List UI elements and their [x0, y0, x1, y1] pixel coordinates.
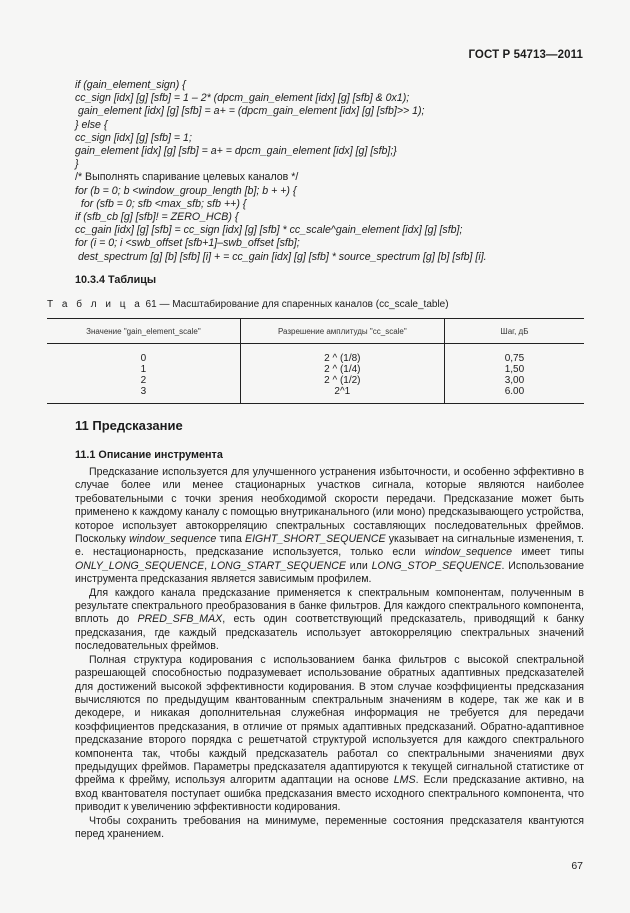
paragraph	[75, 654, 584, 815]
table-cell: 3	[47, 386, 240, 404]
table-row	[47, 344, 584, 365]
text-run: типа	[216, 533, 246, 546]
table-header: Разрешение амплитуды "cc_scale"	[240, 319, 444, 344]
table-cell: 1,50	[444, 364, 584, 375]
term-only-long-sequence: ONLY_LONG_SEQUENCE	[75, 559, 205, 572]
text-run: указывает на сигнальные изменения, т. е. нестационарность, предсказание используется, только если	[75, 533, 584, 559]
standard-header: ГОСТ Р 54713—2011	[468, 49, 583, 61]
table-cell: 2^1	[240, 386, 444, 404]
table-cell: 2 ^ (1/4)	[240, 364, 444, 375]
code-line: }	[75, 158, 79, 171]
table-cell: 2 ^ (1/8)	[240, 344, 444, 365]
table-cell: 1	[140, 364, 147, 375]
code-line: for (b = 0; b <window_group_length [b]; b + +) {	[75, 184, 297, 197]
term-long-stop-sequence: LONG_STOP_SEQUENCE	[371, 559, 502, 572]
table-row	[47, 364, 584, 375]
text-run: Предсказание используется для улучшенного устранения избыточности, и особенно эффективно в случае более или менее стационарных участков сигнала, которые являются наиболее требовательными с точки зрения необходимой скорости передачи. Предсказание может быть применено к каждому каналу с помощью внутриканального (или моно) предсказывающего устройства, которое использует автокорреляцию спектральных составляющих последовательных фреймов. Поскольку	[75, 466, 584, 546]
code-line: cc_sign [idx] [g] [sfb] = 1;	[75, 131, 192, 144]
text-run: Для каждого канала предсказание применяется к спектральным компонентам, полученным в результате спектрального преобразования в банке фильтров. Для каждого спектрального компонента, вплоть до	[75, 586, 584, 626]
table-cell: 0,75	[444, 344, 584, 365]
term-long-start-sequence: LONG_START_SEQUENCE	[210, 559, 346, 572]
subsection-heading: 11.1 Описание инструмента	[75, 449, 223, 461]
text-run: ,	[204, 559, 211, 572]
term-lms: LMS	[393, 774, 416, 787]
code-line: gain_element [idx] [g] [sfb] = a+ = (dpcm_gain_element [idx] [g] [sfb]>> 1);	[75, 105, 425, 118]
code-line: } else {	[75, 118, 108, 131]
text-run: или	[345, 559, 372, 572]
table-header: Шаг, дБ	[444, 319, 584, 344]
text-run: . Использование инструмента предсказания является зависимым профилем.	[75, 559, 584, 586]
table-header-row	[47, 319, 584, 344]
paragraph	[75, 587, 584, 654]
text-run: Полная структура кодирования с использованием банка фильтров с высокой спектральной разрешающей способностью подразумевает использование обратных адаптивных предсказателей для достижений высокой эффективности кодирования. В этом случае коэффициенты предсказания вычисляются по предыдущим квантованным спектральным значениям в кодере, так же как и в декодере, и никакая дополнительная служебная информация не требуется для передачи коэффициентов предсказания, в отличие от прямых адаптивных предсказаний. Обратно-адаптивное предсказание второго порядка с решетчатой структурой используется для каждого спектрального компонента так, чтобы каждый предсказатель работал со спектральными значениями двух предыдущих фреймов. Параметры предсказателя адаптируются к текущей сигнальной статистике от фрейма к фрейму, используя алгоритм адаптации на основе	[75, 653, 584, 787]
body-text	[75, 466, 584, 841]
table-header: Значение "gain_element_scale"	[47, 319, 240, 344]
table-caption-prefix: Т а б л и ц а	[47, 299, 143, 310]
code-line: /* Выполнять спаривание целевых каналов */	[75, 171, 299, 184]
table-caption	[47, 299, 449, 310]
code-line: gain_element [idx] [g] [sfb] = a+ = dpcm_gain_element [idx] [g] [sfb];}	[75, 145, 397, 158]
code-line: if (gain_element_sign) {	[75, 79, 186, 91]
term-window-sequence: window_sequence	[424, 546, 512, 559]
table-caption-text: 61 — Масштабирование для спаренных каналов (cc_scale_table)	[142, 299, 449, 310]
table-cell: 3,00	[444, 375, 584, 386]
paragraph: Чтобы сохранить требования на минимуме, переменные состояния предсказателя квантуются перед хранением.	[75, 814, 584, 840]
paragraph	[75, 466, 584, 587]
page-number: 67	[571, 860, 583, 872]
code-line: cc_gain [idx] [g] [sfb] = cc_sign [idx] [g] [sfb] * cc_scale^gain_element [idx] [g] [sfb];	[75, 224, 463, 237]
table-cell: 2 ^ (1/2)	[240, 375, 444, 386]
term-pred-sfb-max: PRED_SFB_MAX	[137, 613, 223, 626]
code-line: for (sfb = 0; sfb <max_sfb; sfb ++) {	[75, 197, 247, 210]
section-heading: 11 Предсказание	[75, 418, 183, 433]
text-run: имеет типы	[512, 546, 584, 559]
table-cell: 6.00	[444, 386, 584, 404]
text-run: , есть один соответствующий предсказатель, приводящий к банку предсказания, где каждый предсказатель использует автокорреляцию спектральных значений последовательных фреймов.	[75, 613, 584, 653]
scale-table	[47, 318, 584, 404]
table-cell: 2	[140, 375, 147, 386]
code-line: if (sfb_cb [g] [sfb]! = ZERO_HCB) {	[75, 211, 239, 224]
term-window-sequence: window_sequence	[129, 533, 217, 546]
code-line: cc_sign [idx] [g] [sfb] = 1 – 2* (dpcm_gain_element [idx] [g] [sfb] & 0x1);	[75, 92, 410, 105]
code-line: dest_spectrum [g] [b] [sfb] [i] + = cc_gain [idx] [g] [sfb] * source_spectrum [g] [b] [sfb] [i].	[75, 250, 487, 263]
code-line: for (i = 0; i <swb_offset [sfb+1]–swb_offset [sfb];	[75, 237, 300, 250]
table-row	[47, 375, 584, 386]
term-eight-short-sequence: EIGHT_SHORT_SEQUENCE	[245, 533, 386, 546]
table-cell: 0	[140, 353, 147, 364]
text-run: . Если предсказание активно, на вход квантователя поступает ошибка предсказания вместо исходного спектрального компонента, что приводит к увеличению эффективности кодирования.	[75, 774, 584, 814]
code-listing	[75, 79, 595, 264]
subsection-heading: 10.3.4 Таблицы	[75, 274, 157, 286]
table-row	[47, 386, 584, 404]
